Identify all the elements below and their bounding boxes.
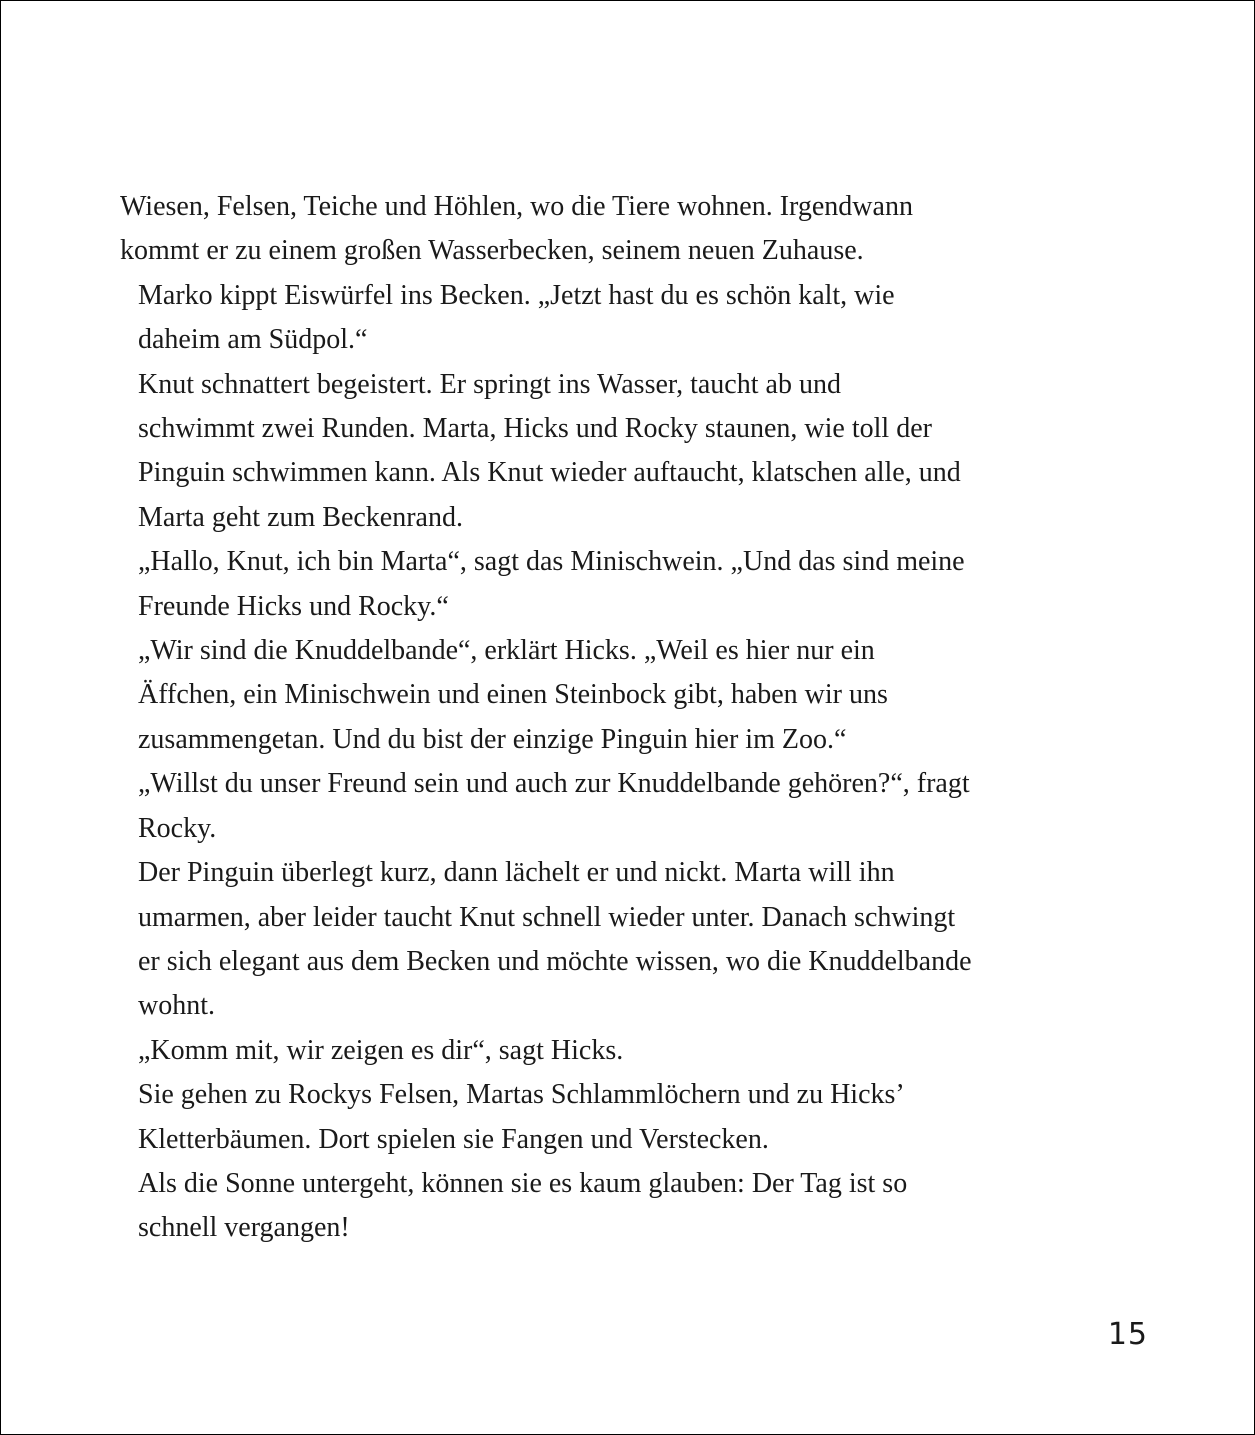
text-line: er sich elegant aus dem Becken und möchte wissen, wo die Knuddelbande xyxy=(138,945,972,977)
text-line: Der Pinguin überlegt kurz, dann lächelt er und nickt. Marta will ihn xyxy=(138,857,895,889)
text-line: Als die Sonne untergeht, können sie es kaum glauben: Der Tag ist so xyxy=(138,1167,908,1199)
text-line: wohnt. xyxy=(138,990,215,1022)
paragraph xyxy=(120,1162,1100,1251)
text-line: „Willst du unser Freund sein und auch zur Knuddelbande gehören?“, fragt xyxy=(138,768,970,800)
page-number: 15 xyxy=(1107,1317,1148,1352)
text-line: schnell vergangen! xyxy=(138,1212,350,1244)
text-line: „Wir sind die Knuddelbande“, erklärt Hicks. „Weil es hier nur ein xyxy=(138,635,875,667)
text-line: Pinguin schwimmen kann. Als Knut wieder auftaucht, klatschen alle, und xyxy=(138,457,961,489)
paragraph xyxy=(120,851,1100,1029)
text-line: Knut schnattert begeistert. Er springt ins Wasser, taucht ab und xyxy=(138,368,841,400)
text-line: Wiesen, Felsen, Teiche und Höhlen, wo die Tiere wohnen. Irgendwann xyxy=(120,191,913,222)
text-line: umarmen, aber leider taucht Knut schnell wieder unter. Danach schwingt xyxy=(138,901,956,933)
paragraph xyxy=(120,274,1100,363)
paragraph xyxy=(120,185,1100,274)
text-line: Marko kippt Eiswürfel ins Becken. „Jetzt hast du es schön kalt, wie xyxy=(138,279,895,311)
text-line: Freunde Hicks und Rocky.“ xyxy=(138,590,449,622)
text-line: kommt er zu einem großen Wasserbecken, seinem neuen Zuhause. xyxy=(120,235,864,267)
text-line: zusammengetan. Und du bist der einzige Pinguin hier im Zoo.“ xyxy=(138,723,847,755)
paragraph xyxy=(120,762,1100,851)
text-line: „Hallo, Knut, ich bin Marta“, sagt das Minischwein. „Und das sind meine xyxy=(138,546,965,578)
paragraph xyxy=(120,629,1100,762)
text-line: Äffchen, ein Minischwein und einen Steinbock gibt, haben wir uns xyxy=(138,679,888,711)
paragraph xyxy=(120,1029,1100,1073)
text-line: Rocky. xyxy=(138,812,217,844)
paragraph xyxy=(120,363,1100,541)
text-line: Marta geht zum Beckenrand. xyxy=(138,501,463,533)
text-line: daheim am Südpol.“ xyxy=(138,324,368,356)
paragraph xyxy=(120,540,1100,629)
body-text xyxy=(120,185,1100,1251)
paragraph xyxy=(120,1073,1100,1162)
text-line: schwimmt zwei Runden. Marta, Hicks und Rocky staunen, wie toll der xyxy=(138,413,932,445)
text-line: Sie gehen zu Rockys Felsen, Martas Schlammlöchern und zu Hicks’ xyxy=(138,1079,905,1111)
text-line: „Komm mit, wir zeigen es dir“, sagt Hicks. xyxy=(138,1034,624,1066)
text-line: Kletterbäumen. Dort spielen sie Fangen und Verstecken. xyxy=(138,1123,769,1155)
